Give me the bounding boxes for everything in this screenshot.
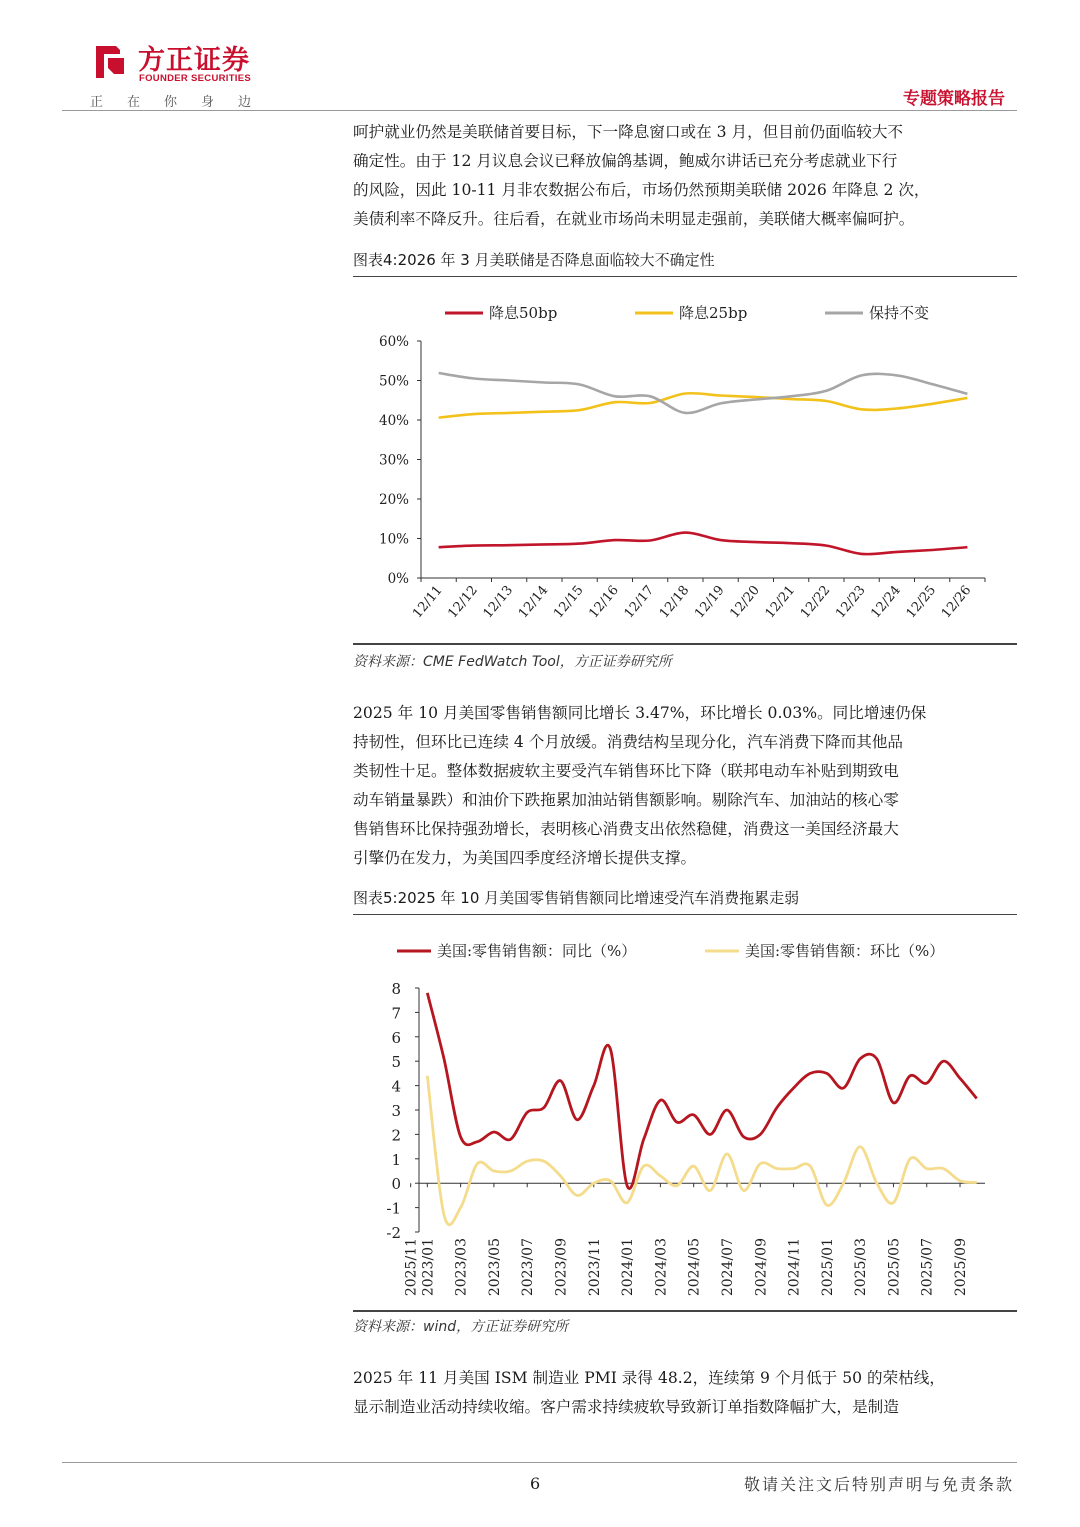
y-tick-label: 10% [378, 531, 409, 548]
figure-4-title: 图表4:2026 年 3 月美联储是否降息面临较大不确定性 [353, 249, 1017, 277]
x-tick-label: 12/26 [938, 582, 975, 622]
x-tick-label: 2024/11 [786, 1238, 803, 1297]
disclaimer-note: 敬请关注文后特别声明与免责条款 [743, 1475, 1014, 1494]
series-line [427, 993, 976, 1189]
y-tick-label: 2 [391, 1126, 401, 1145]
x-tick-label: 2023/07 [520, 1238, 537, 1297]
header-divider [62, 110, 1017, 111]
x-tick-label: 2025/07 [919, 1238, 936, 1297]
brand-slogan: 正在你身边 [90, 95, 276, 110]
footer-divider [62, 1462, 1017, 1463]
figure-4-source: 资料来源：CME FedWatch Tool，方正证券研究所 [353, 654, 672, 670]
text-line: 引擎仍在发力，为美国四季度经济增长提供支撑。 [353, 849, 697, 867]
series-line [427, 1076, 976, 1225]
x-tick-label: 12/15 [551, 582, 587, 622]
text-line: 2025 年 11 月美国 ISM 制造业 PMI 录得 48.2，连续第 9 个月低于 50 的荣枯线， [353, 1369, 945, 1387]
series-line [439, 533, 968, 555]
y-tick-label: 20% [378, 492, 409, 508]
x-tick-label: 2025/03 [853, 1238, 870, 1297]
x-tick-label: 12/25 [903, 582, 940, 622]
x-tick-label: 12/22 [797, 582, 834, 622]
retail-sales-chart [353, 920, 1017, 1310]
x-tick-label: 12/23 [833, 582, 869, 622]
y-tick-label: 6 [391, 1028, 401, 1047]
legend-label: 美国:零售销售额：同比（%） [437, 942, 637, 960]
figure-5-chart [353, 920, 1017, 1310]
text-line: 呵护就业仍然是美联储首要目标，下一降息窗口或在 3 月，但目前仍面临较大不 [353, 123, 904, 141]
page-number: 6 [530, 1474, 541, 1493]
x-tick-label: 12/21 [762, 582, 799, 622]
x-tick-label: 12/19 [692, 582, 728, 622]
y-tick-label: 3 [391, 1102, 401, 1120]
x-tick-label: 2023/03 [453, 1238, 470, 1297]
y-tick-label: 50% [378, 373, 409, 390]
x-tick-label: 12/13 [480, 582, 517, 622]
x-tick-label: 12/16 [586, 582, 622, 622]
text-line: 持韧性，但环比已连续 4 个月放缓。消费结构呈现分化，汽车消费下降而其他品 [353, 733, 904, 751]
x-tick-label: 12/18 [656, 582, 693, 622]
x-tick-label: 2024/09 [753, 1238, 770, 1297]
text-line: 动车销量暴跌）和油价下跌拖累加油站销售额影响。剔除汽车、加油站的核心零 [353, 791, 899, 809]
y-tick-label: 0% [387, 571, 409, 587]
paragraph-retail-sales [353, 699, 1017, 873]
figure-5-source: 资料来源：wind，方正证券研究所 [353, 1319, 569, 1335]
x-tick-label: 12/14 [515, 582, 552, 622]
x-tick-label: 2024/05 [686, 1238, 703, 1297]
y-tick-label: -2 [386, 1224, 401, 1242]
y-tick-label: 40% [378, 413, 409, 429]
text-line: 确定性。由于 12 月议息会议已释放偏鸽基调，鲍威尔讲话已充分考虑就业下行 [353, 152, 898, 170]
x-tick-label: 12/24 [868, 582, 904, 622]
paragraph-ism-pmi [353, 1364, 1017, 1422]
x-tick-label: 2025/11 [403, 1238, 420, 1297]
legend-label: 降息25bp [679, 304, 748, 322]
x-tick-label: 2023/05 [486, 1238, 503, 1297]
x-tick-label: 12/12 [445, 582, 481, 622]
legend-label: 美国:零售销售额：环比（%） [745, 942, 945, 960]
x-tick-label: 2025/09 [953, 1238, 970, 1297]
x-tick-label: 2023/09 [553, 1238, 570, 1297]
x-tick-label: 2023/11 [586, 1238, 603, 1297]
x-tick-label: 2025/01 [819, 1238, 836, 1297]
y-tick-label: 8 [391, 980, 401, 998]
x-tick-label: 2024/07 [719, 1238, 736, 1297]
fed-rate-probability-chart [353, 282, 1017, 642]
text-line: 显示制造业活动持续收缩。客户需求持续疲软导致新订单指数降幅扩大，是制造 [353, 1398, 899, 1416]
x-tick-label: 2023/01 [420, 1238, 437, 1297]
y-tick-label: 5 [391, 1053, 401, 1072]
paragraph-fed-outlook [353, 118, 1017, 234]
figure-4-chart [353, 282, 1017, 642]
x-tick-label: 2024/03 [653, 1238, 670, 1297]
brand-name-cn: 方正证券 [138, 45, 250, 76]
x-tick-label: 12/17 [621, 582, 658, 622]
text-line: 的风险，因此 10-11 月非农数据公布后，市场仍然预期美联储 2026 年降息 2 次， [353, 181, 930, 199]
text-line: 2025 年 10 月美国零售销售额同比增长 3.47%，环比增长 0.03%。同比增速仍保 [353, 704, 927, 722]
y-tick-label: 1 [391, 1150, 401, 1169]
series-line [439, 393, 968, 417]
legend-label: 保持不变 [869, 304, 930, 322]
y-tick-label: 30% [378, 452, 409, 469]
x-tick-label: 12/11 [410, 582, 446, 622]
legend-label: 降息50bp [489, 304, 558, 322]
x-tick-label: 2025/05 [886, 1238, 903, 1297]
x-tick-label: 12/20 [727, 582, 763, 622]
y-tick-label: 4 [391, 1077, 401, 1096]
text-line: 类韧性十足。整体数据疲软主要受汽车销售环比下降（联邦电动车补贴到期致电 [353, 762, 899, 780]
founder-logo-icon [90, 40, 132, 82]
y-tick-label: 0 [391, 1175, 401, 1194]
figure-5-title: 图表5:2025 年 10 月美国零售销售额同比增速受汽车消费拖累走弱 [353, 887, 1017, 915]
brand-name-en: FOUNDER SECURITIES [139, 73, 252, 84]
y-tick-label: 60% [378, 334, 409, 350]
x-tick-label: 2024/01 [620, 1238, 637, 1297]
report-type-label: 专题策略报告 [903, 89, 1005, 109]
text-line: 售销售环比保持强劲增长，表明核心消费支出依然稳健，消费这一美国经济最大 [353, 820, 899, 838]
y-tick-label: 7 [391, 1004, 401, 1023]
figure-5-bottom-rule [353, 1310, 1017, 1312]
y-tick-label: -1 [386, 1199, 401, 1218]
figure-4-bottom-rule [353, 643, 1017, 645]
text-line: 美债利率不降反升。往后看，在就业市场尚未明显走强前，美联储大概率偏呵护。 [353, 210, 915, 228]
